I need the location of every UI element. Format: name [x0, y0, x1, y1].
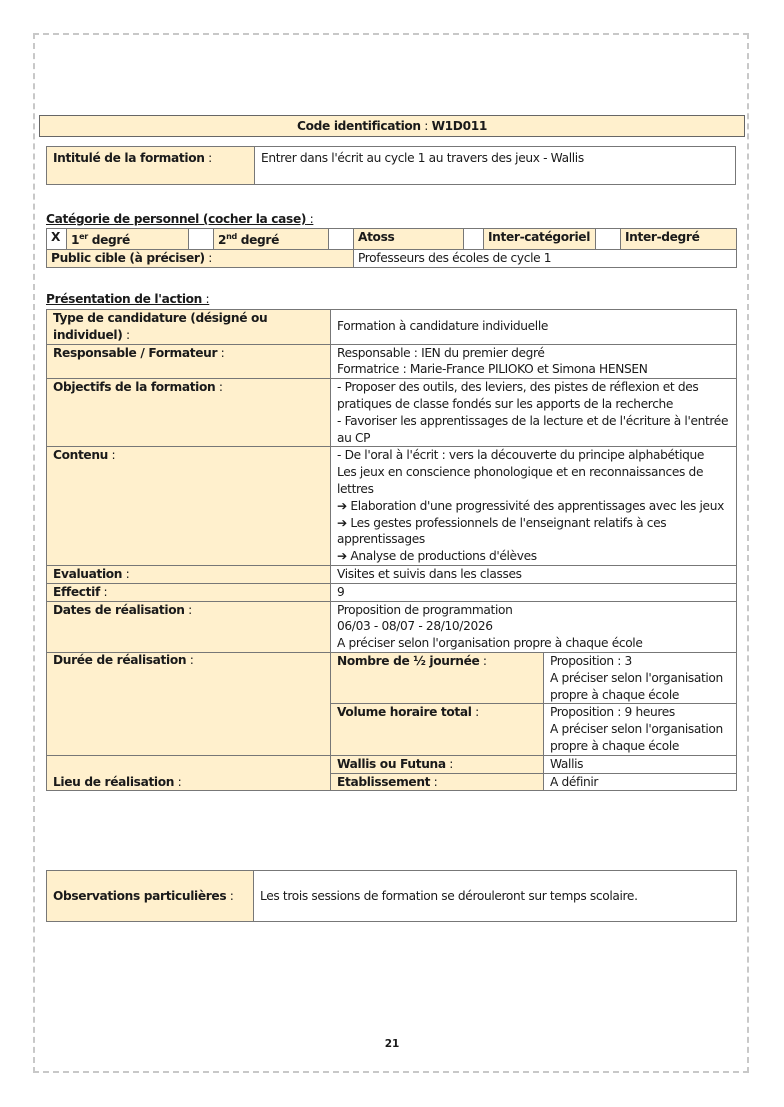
row-objectifs — [47, 379, 737, 447]
intitule-label-cell: Intitulé de la formation : — [47, 147, 255, 185]
categorie-section-title: Catégorie de personnel (cocher la case) : — [46, 212, 314, 226]
categorie-table — [46, 228, 737, 268]
type-candidature-value: Formation à candidature individuelle — [331, 310, 737, 345]
checkbox-2nd-degre[interactable] — [189, 229, 214, 250]
intitule-label: Intitulé de la formation — [53, 151, 205, 165]
lieu-label-cell: Lieu de réalisation : — [47, 755, 331, 791]
effectif-value: 9 — [331, 583, 737, 601]
public-cible-label-cell: Public cible (à préciser) : — [47, 249, 354, 267]
row-lieu-wallis — [47, 755, 737, 773]
code-identification-label: Code identification — [297, 118, 421, 133]
evaluation-value: Visites et suivis dans les classes — [331, 565, 737, 583]
checkbox-inter-categoriel[interactable] — [464, 229, 484, 250]
nb-demi-journee-label-cell: Nombre de ½ journée : — [331, 652, 544, 703]
responsable-label-cell: Responsable / Formateur : — [47, 344, 331, 379]
presentation-section-title: Présentation de l'action : — [46, 292, 210, 306]
arrow-right-icon: ➔ — [337, 549, 347, 564]
checkbox-inter-degre[interactable] — [596, 229, 621, 250]
option-inter-categoriel: Inter-catégoriel — [484, 229, 596, 250]
contenu-label-cell: Contenu : — [47, 447, 331, 566]
volume-horaire-value: Proposition : 9 heures A préciser selon l'organisation propre à chaque école — [544, 704, 737, 755]
checkbox-atoss[interactable] — [329, 229, 354, 250]
intitule-value-cell — [255, 147, 736, 185]
observations-label-cell: Observations particulières : — [47, 871, 254, 922]
contenu-value: - De l'oral à l'écrit : vers la découverte du principe alphabétique Les jeux en conscience phonologique et en reconnaissances de lettres ➔ Elaboration d'une progressivité des apprentissages avec les jeux ➔ Les gestes professionnels de l'enseignant relatifs à ces apprentissages ➔ Analyse de productions d'élèves — [331, 447, 737, 566]
etablissement-label-cell: Etablissement : — [331, 773, 544, 791]
etablissement-value: A définir — [544, 773, 737, 791]
public-cible-value: Professeurs des écoles de cycle 1 — [358, 250, 552, 265]
row-evaluation — [47, 565, 737, 583]
option-atoss: Atoss — [354, 229, 464, 250]
row-dates — [47, 601, 737, 652]
dates-value: Proposition de programmation 06/03 - 08/07 - 28/10/2026 A préciser selon l'organisation propre à chaque école — [331, 601, 737, 652]
type-candidature-label-cell: Type de candidature (désigné ou individuel) : — [47, 310, 331, 345]
observations-value: Les trois sessions de formation se dérouleront sur temps scolaire. — [254, 871, 737, 922]
nb-demi-journee-value: Proposition : 3 A préciser selon l'organisation propre à chaque école — [544, 652, 737, 703]
volume-horaire-label-cell: Volume horaire total : — [331, 704, 544, 755]
row-contenu — [47, 447, 737, 566]
row-effectif — [47, 583, 737, 601]
wallis-futuna-label-cell: Wallis ou Futuna : — [331, 755, 544, 773]
page-number: 21 — [384, 1038, 400, 1050]
public-cible-value-cell — [354, 249, 737, 267]
code-identification-table — [39, 115, 745, 137]
row-responsable — [47, 344, 737, 379]
code-identification-value: W1D011 — [431, 118, 487, 133]
code-identification-cell: Code identification : W1D011 — [40, 116, 745, 137]
option-inter-degre: Inter-degré — [621, 229, 737, 250]
intitule-table — [46, 146, 736, 185]
responsable-value: Responsable : IEN du premier degré Formatrice : Marie-France PILIOKO et Simona HENSEN — [331, 344, 737, 379]
arrow-right-icon: ➔ — [337, 515, 347, 530]
wallis-futuna-value: Wallis — [544, 755, 737, 773]
checkbox-1er-degre[interactable]: X — [47, 229, 67, 250]
effectif-label-cell: Effectif : — [47, 583, 331, 601]
duree-label-cell: Durée de réalisation : — [47, 652, 331, 755]
observations-table — [46, 870, 737, 922]
option-1er-degre: 1er degré — [67, 229, 189, 250]
option-2nd-degre: 2nd degré — [214, 229, 329, 250]
objectifs-value: - Proposer des outils, des leviers, des pistes de réflexion et des pratiques de classe fondés sur les apports de la recherche - Favoriser les apprentissages de la lecture et de l'écriture à l'entrée au CP — [331, 379, 737, 447]
row-type-candidature — [47, 310, 737, 345]
evaluation-label-cell: Evaluation : — [47, 565, 331, 583]
arrow-right-icon: ➔ — [337, 498, 347, 513]
intitule-value: Entrer dans l'écrit au cycle 1 au travers des jeux - Wallis — [261, 151, 584, 165]
row-duree-demi-journee — [47, 652, 737, 703]
objectifs-label-cell: Objectifs de la formation : — [47, 379, 331, 447]
dates-label-cell: Dates de réalisation : — [47, 601, 331, 652]
presentation-table — [46, 309, 737, 791]
